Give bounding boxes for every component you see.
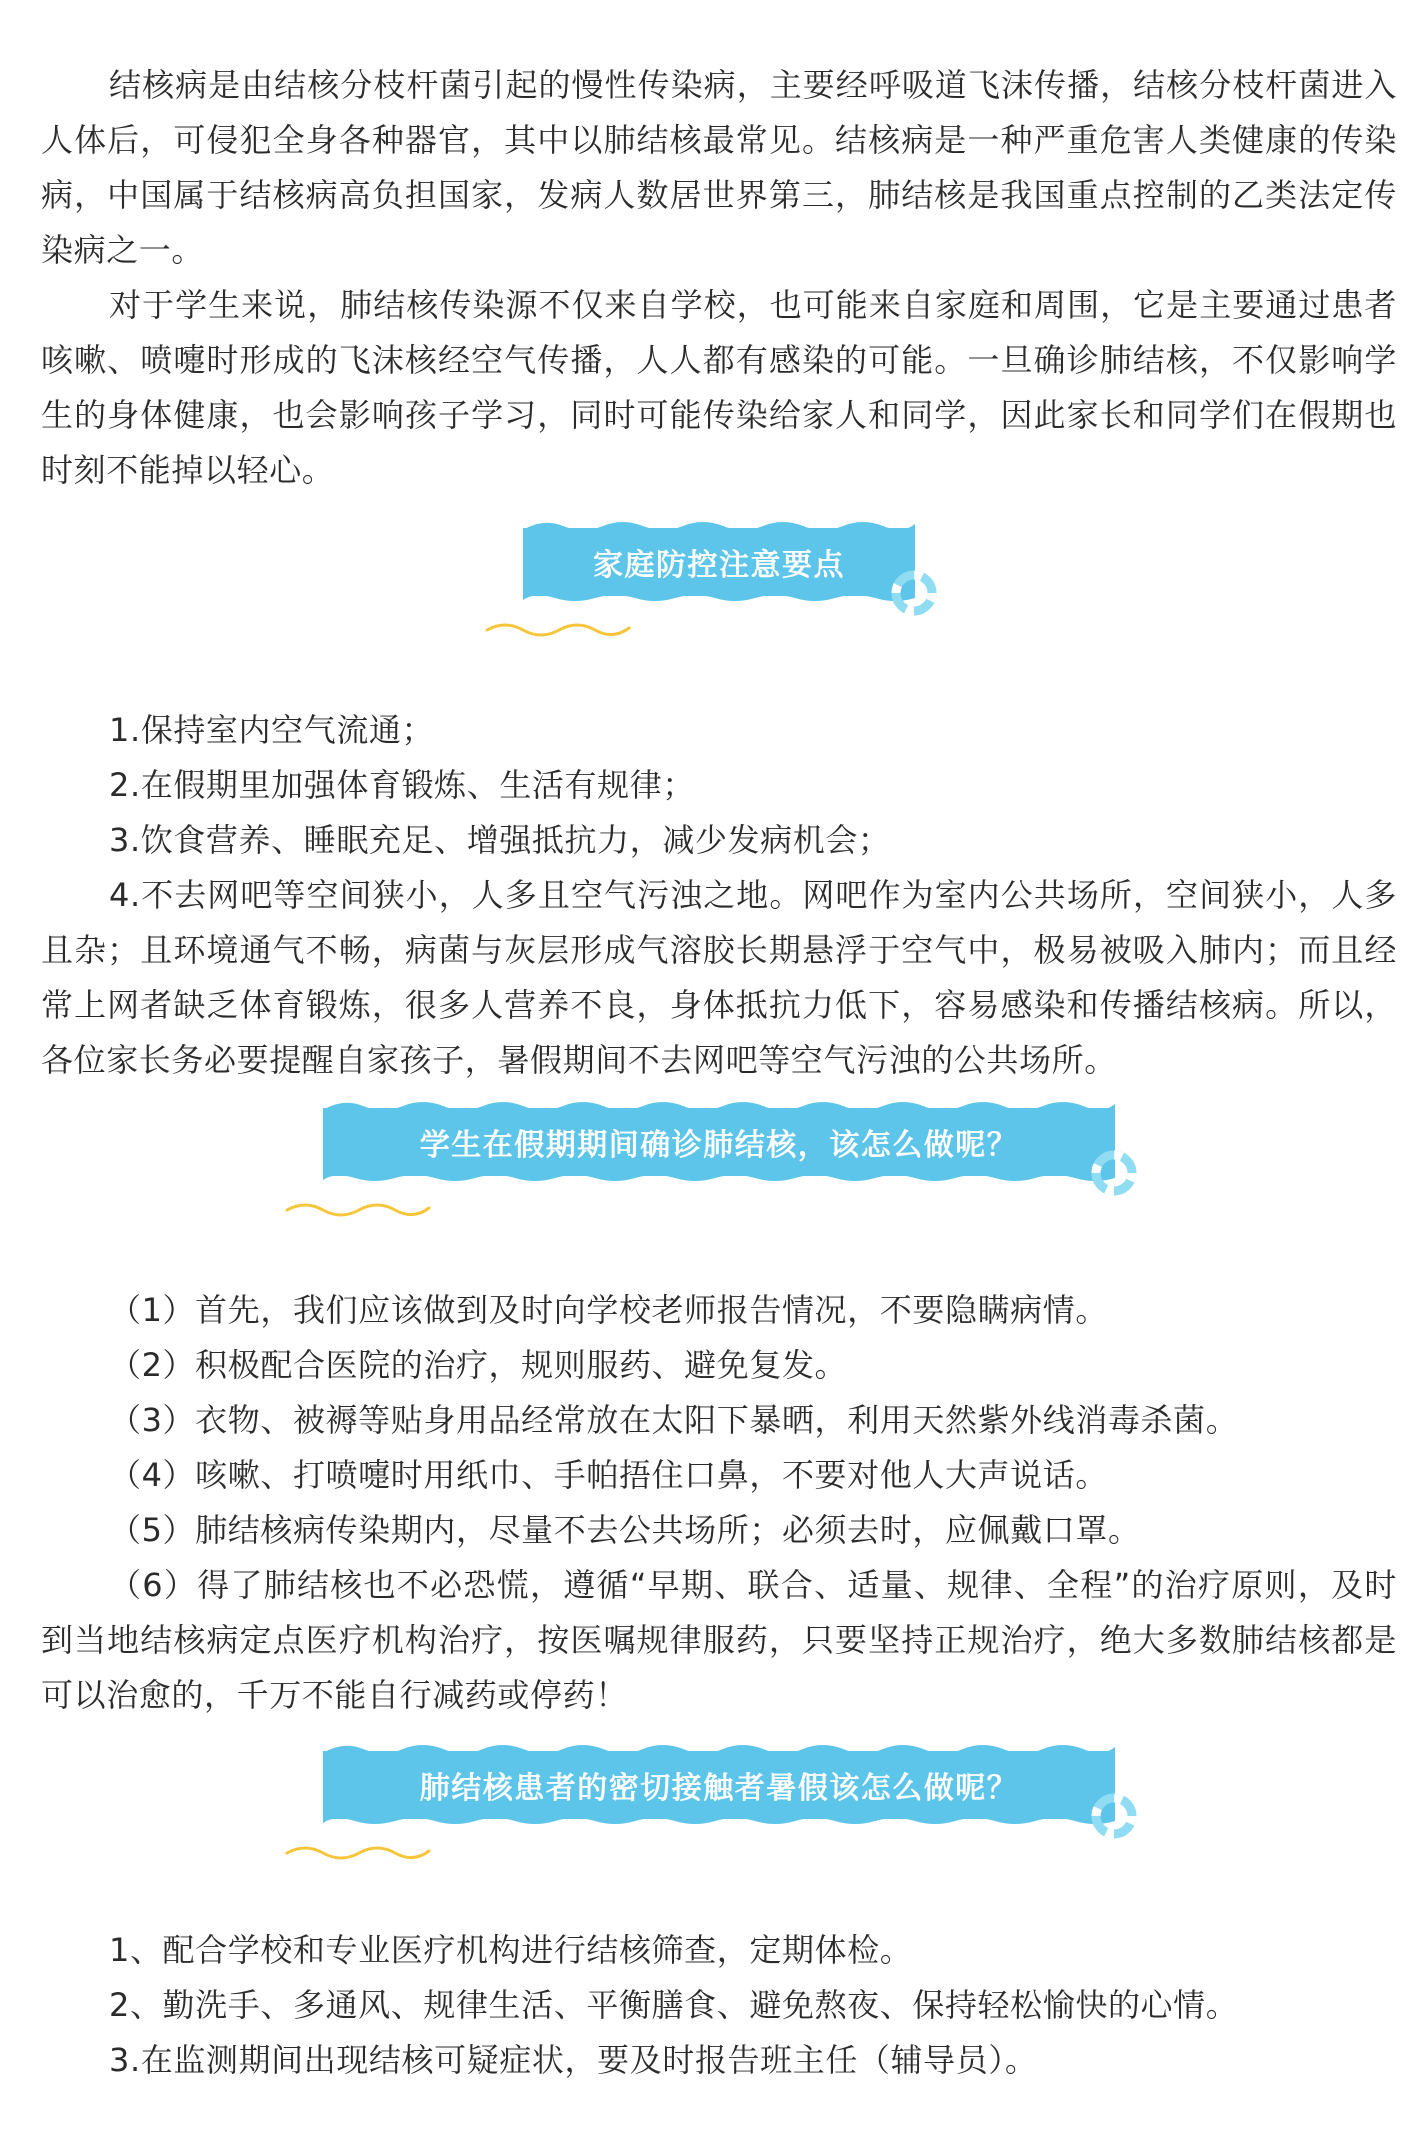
section1-title: 家庭防控注意要点: [593, 548, 845, 583]
life-ring-icon: [891, 570, 937, 616]
wave-decoration-icon: [523, 518, 915, 530]
list-item: （3）衣物、被褥等贴身用品经常放在太阳下暴晒，利用天然紫外线消毒杀菌。: [109, 1401, 1239, 1439]
section2-banner: [323, 1108, 1115, 1176]
section3-banner: [323, 1751, 1115, 1819]
section3-header: [41, 1723, 1397, 1863]
section2-list: [41, 1283, 1397, 1723]
list-item: 1.保持室内空气流通；: [109, 711, 435, 749]
list-item: 1、配合学校和专业医疗机构进行结核筛查，定期体检。: [109, 1931, 913, 1969]
list-item: （4）咳嗽、打喷嚏时用纸巾、手帕捂住口鼻，不要对他人大声说话。: [109, 1456, 1108, 1494]
wave-decoration-icon: [323, 1174, 1115, 1184]
intro-paragraph-1: 结核病是由结核分枝杆菌引起的慢性传染病，主要经呼吸道飞沫传播，结核分枝杆菌进入人体后，可侵犯全身各种器官，其中以肺结核最常见。结核病是一种严重危害人类健康的传染病，中国属于结核病高负担国家，发病人数居世界第三，肺结核是我国重点控制的乙类法定传染病之一。: [41, 66, 1397, 269]
section1-header: [41, 498, 1397, 648]
squiggle-decoration-icon: [283, 1196, 433, 1220]
spacer: [41, 1863, 1397, 1923]
section1-banner: [523, 528, 915, 596]
life-ring-icon: [1091, 1150, 1137, 1196]
list-item: （2）积极配合医院的治疗，规则服药、避免复发。: [109, 1346, 848, 1384]
squiggle-decoration-icon: [483, 616, 633, 640]
article-body: [41, 58, 1397, 2088]
squiggle-decoration-icon: [283, 1839, 433, 1863]
section1-list: [41, 703, 1397, 1088]
list-item: （1）首先，我们应该做到及时向学校老师报告情况，不要隐瞒病情。: [109, 1291, 1108, 1329]
intro-paragraph-2: 对于学生来说，肺结核传染源不仅来自学校，也可能来自家庭和周围，它是主要通过患者咳嗽、喷嚏时形成的飞沫核经空气传播，人人都有感染的可能。一旦确诊肺结核，不仅影响学生的身体健康，也会影响孩子学习，同时可能传染给家人和同学，因此家长和同学们在假期也时刻不能掉以轻心。: [41, 286, 1397, 489]
list-item: （5）肺结核病传染期内，尽量不去公共场所；必须去时，应佩戴口罩。: [109, 1511, 1141, 1549]
wave-decoration-icon: [323, 1817, 1115, 1827]
list-item: 2、勤洗手、多通风、规律生活、平衡膳食、避免熬夜、保持轻松愉快的心情。: [109, 1986, 1239, 2024]
section3-title: 肺结核患者的密切接触者暑假该怎么做呢？: [419, 1771, 1019, 1806]
section2-header: [41, 1088, 1397, 1228]
wave-decoration-icon: [323, 1098, 1115, 1110]
spacer: [41, 1228, 1397, 1283]
section2-title: 学生在假期期间确诊肺结核，该怎么做呢？: [419, 1128, 1019, 1163]
wave-decoration-icon: [323, 1741, 1115, 1753]
list-item: 3.在监测期间出现结核可疑症状，要及时报告班主任（辅导员）。: [109, 2041, 1038, 2079]
life-ring-icon: [1091, 1793, 1137, 1839]
list-item: （6）得了肺结核也不必恐慌，遵循“早期、联合、适量、规律、全程”的治疗原则，及时到当地结核病定点医疗机构治疗，按医嘱规律服药，只要坚持正规治疗，绝大多数肺结核都是可以治愈的，千万不能自行减药或停药！: [41, 1566, 1397, 1714]
wave-decoration-icon: [523, 594, 915, 604]
list-item: 2.在假期里加强体育锻炼、生活有规律；: [109, 766, 695, 804]
spacer: [41, 648, 1397, 703]
section3-list: [41, 1923, 1397, 2088]
list-item: 4.不去网吧等空间狭小，人多且空气污浊之地。网吧作为室内公共场所，空间狭小，人多且杂；且环境通气不畅，病菌与灰层形成气溶胶长期悬浮于空气中，极易被吸入肺内；而且经常上网者缺乏体育锻炼，很多人营养不良，身体抵抗力低下，容易感染和传播结核病。所以，各位家长务必要提醒自家孩子，暑假期间不去网吧等空气污浊的公共场所。: [41, 876, 1397, 1079]
list-item: 3.饮食营养、睡眠充足、增强抵抗力，减少发病机会；: [109, 821, 891, 859]
